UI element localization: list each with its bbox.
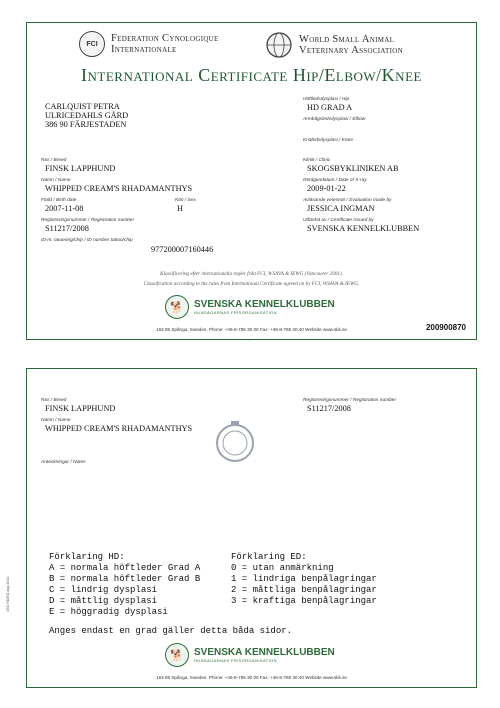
sex-value: H [177,204,183,213]
clinic-label: Klinik / Clinic [303,158,331,163]
breed-label: Ras / Breed [41,158,67,163]
reg-value: S11217/2008 [45,224,89,233]
chip-value: 977200007160446 [151,245,214,254]
ed-legend-3: 3 = kraftiga benpålagringar [231,596,377,606]
chip-label: ID-nr. tatuering/chip / ID number tattoo/chip [41,238,133,243]
elbow-label: Armbågsledsdysplasi / Elbow [303,117,366,122]
legend-note: Anges endast en grad gäller detta båda sidor. [49,626,293,636]
issuer-value: SVENSKA KENNELKLUBBEN [307,224,420,233]
back-name-label: Namn / Name [41,418,71,423]
fci-name-line1: Federation Cynologique [111,33,219,44]
back-breed-value: FINSK LAPPHUND [45,404,116,413]
wsava-globe-icon [265,31,293,59]
skk-dog-icon-back: 🐕 [165,643,189,667]
classification-note-sv: Klassificering efter internationella regler från FCI, WSAVA & IEWG (Vancouver 2001). [160,271,343,277]
ed-legend-0: 0 = utan anmärkning [231,563,334,573]
back-reg-label: Registreringsnummer / Registration number [303,398,397,403]
skk-subtitle: HUNDÄGARNAS FRISORGANISATION [194,309,277,315]
certificate-front [26,22,477,340]
skk-logo [165,295,335,319]
knee-label: Knäledsdysplasi / Knee [303,138,353,143]
classification-note-en: Classification according to the rules from International Certificate agreed on by FCI, WSAVA & IEWG. [143,281,360,287]
owner-address2: 386 90 FÄRJESTADEN [45,120,127,129]
birth-value: 2007-11-08 [45,204,84,213]
ed-legend-2: 2 = måttliga benpålagringar [231,585,377,595]
skk-address-back: 163 85 Spånga, Sweden. Phone: +46-8-795 30 00 Fax: +46-8-795 30 40 Website www.skk.se [156,675,347,680]
skk-address: 163 85 Spånga, Sweden. Phone: +46-8-795 30 00 Fax: +46-8-795 30 40 Website www.skk.se [156,327,347,332]
fci-header [79,31,219,57]
ed-legend-title: Förklaring ED: [231,552,307,562]
skk-name-back: SVENSKA KENNELKLUBBEN [194,646,335,658]
xray-value: 2009-01-22 [307,184,346,193]
skk-subtitle-back: HUNDÄGARNAS FRISORGANISATION [194,657,277,663]
hd-legend-a: A = normala höftleder Grad A [49,563,201,573]
skk-name: SVENSKA KENNELKLUBBEN [194,298,335,310]
vet-value: JESSICA INGMAN [307,204,375,213]
vet-label: Avläsande veterinär / Evaluation made by [303,198,392,203]
back-breed-label: Ras / Breed [41,398,67,403]
hd-legend-c: C = lindrig dysplasi [49,585,158,595]
sex-label: Kön / Sex [175,198,196,203]
hd-legend-title: Förklaring HD: [49,552,125,562]
form-code: 4SG HD/ED aug 2013 [6,576,10,612]
stamp-icon [213,419,257,465]
skk-logo-back [165,643,335,667]
breed-value: FINSK LAPPHUND [45,164,116,173]
owner-name: CARLQUIST PETRA [45,102,120,111]
skk-dog-icon: 🐕 [165,295,189,319]
birth-label: Född / Birth date [41,198,77,203]
hd-legend-e: E = höggradig dysplasi [49,607,168,617]
certificate-back [26,368,477,688]
ed-legend-1: 1 = lindriga benpålagringar [231,574,377,584]
certificate-title: International Certificate Hip/Elbow/Knee [81,65,422,85]
wsava-header [265,31,403,59]
hip-value: HD GRAD A [307,103,353,112]
certificate-number: 200900870 [425,323,466,332]
back-reg-value: S11217/2008 [307,404,351,413]
xray-label: Röntgendatum / Date of X-ray [303,178,367,183]
hd-legend-d: D = måttlig dysplasi [49,596,158,606]
owner-address1: ULRICEDAHLS GÅRD [45,111,129,120]
dogname-value: WHIPPED CREAM'S RHADAMANTHYS [45,184,193,193]
notes-label: Anteckningar / Notes [41,460,86,465]
clinic-value: SKOGSBYKLINIKEN AB [307,164,399,173]
hd-legend-b: B = normala höftleder Grad B [49,574,201,584]
dogname-label: Namn / Name [41,178,71,183]
fci-name-line2: Internationale [111,44,177,55]
hip-label: Höftledsdysplasi / Hip [303,97,350,102]
reg-label: Registreringsnummer / Registration number [41,218,135,223]
back-name-value: WHIPPED CREAM'S RHADAMANTHYS [45,424,193,433]
issuer-label: Utfärdat av / Certificate issued by [303,218,374,223]
wsava-name-line1: World Small Animal [299,34,395,45]
fci-logo-icon: FCI [79,31,105,57]
wsava-name-line2: Veterinary Association [299,45,403,56]
